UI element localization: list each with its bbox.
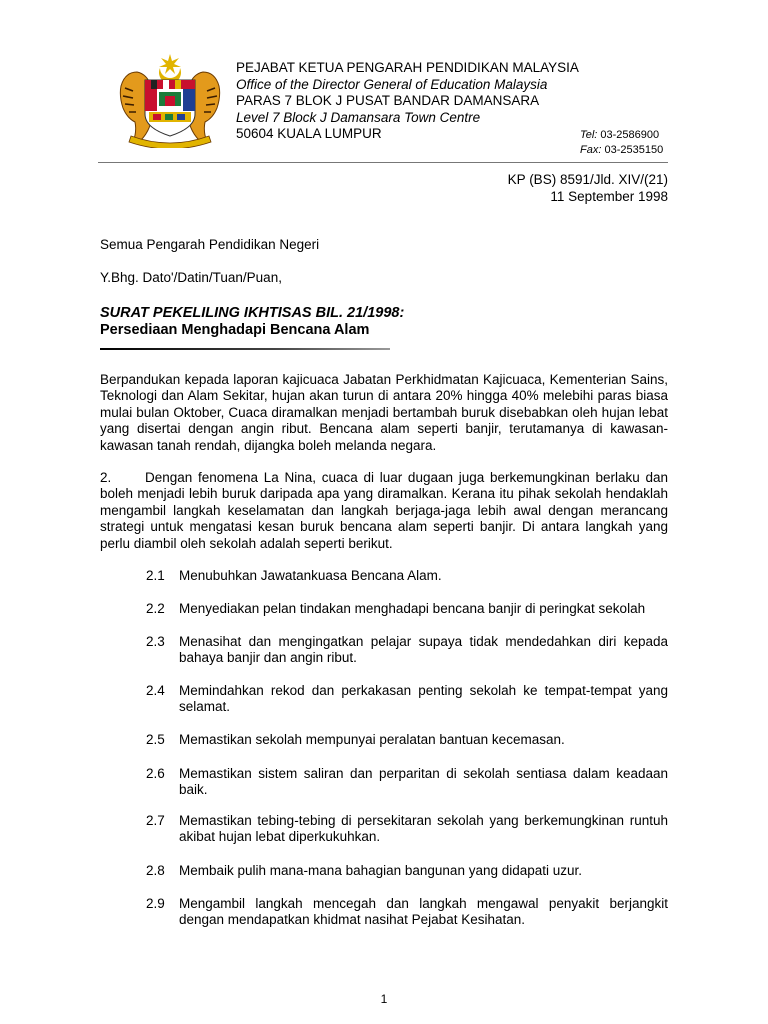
list-item-text: Menubuhkan Jawatankuasa Bencana Alam. <box>179 568 442 583</box>
reference-number: KP (BS) 8591/Jld. XIV/(21) <box>507 172 668 187</box>
tel-label: Tel: <box>580 129 598 141</box>
list-item-number: 2.6 <box>146 766 165 781</box>
letter-date: 11 September 1998 <box>550 188 668 204</box>
addressee: Semua Pengarah Pendidikan Negeri <box>100 237 320 252</box>
list-item-text: Memastikan sistem saliran dan perparitan di sekolah sentiasa dalam keadaan baik. <box>179 766 668 798</box>
list-item-number: 2.4 <box>146 683 165 698</box>
letterhead <box>236 60 579 143</box>
list-item-text: Menasihat dan mengingatkan pelajar supaya tidak mendedahkan diri kepada bahaya banjir dan angin ribut. <box>179 634 668 666</box>
letterhead-org-english: Office of the Director General of Education Malaysia <box>236 76 548 92</box>
list-item <box>146 813 668 846</box>
list-item-number: 2.7 <box>146 813 165 828</box>
list-item-text: Membaik pulih mana-mana bahagian bangunan yang didapati uzur. <box>179 863 583 878</box>
list-item <box>146 568 668 584</box>
tel-number: 03-2586900 <box>600 129 660 141</box>
paragraph-1: Berpandukan kepada laporan kajicuaca Jabatan Perkhidmatan Kajicuaca, Kementerian Sains, Teknologi dan Alam Sekitar, hujan akan turun di antara 20% hingga 40% melebihi paras biasa mulai bulan Oktober, Cuaca diramalkan menjadi bertambah buruk disebabkan oleh hujan lebat yang disertai dengan angin ribut. Bencana alam seperti banjir, terutamanya di kawasan-kawasan tanah rendah, dijangka boleh melanda negara. <box>100 372 668 453</box>
paragraph-2-number: 2. <box>100 470 112 485</box>
reference-block <box>508 172 668 205</box>
paragraph-2-text: Dengan fenomena La Nina, cuaca di luar dugaan juga berkemungkinan berlaku dan boleh menjadi lebih buruk daripada apa yang diramalkan. Kerana itu pihak sekolah hendaklah mengambil langkah keselamatan dan langkah berjaga-jaga lebih awal dengan merancang strategi untuk mengatasi kesan buruk bencana alam seperti banjir. Di antara langkah yang perlu diambil oleh sekolah adalah seperti berikut. <box>100 470 668 551</box>
list-item <box>146 896 668 929</box>
letterhead-address-malay: PARAS 7 BLOK J PUSAT BANDAR DAMANSARA <box>236 93 540 109</box>
letterhead-address-english: Level 7 Block J Damansara Town Centre <box>236 109 481 125</box>
list-item <box>146 634 668 667</box>
fax-label: Fax: <box>580 144 602 156</box>
list-item-text: Memastikan tebing-tebing di persekitaran sekolah yang berkemungkinan runtuh akibat hujan lebat diperkukuhkan. <box>179 813 668 845</box>
list-item <box>146 766 668 799</box>
list-item-number: 2.1 <box>146 568 165 583</box>
list-item <box>146 601 668 617</box>
list-item-text: Memindahkan rekod dan perkakasan penting sekolah ke tempat-tempat yang selamat. <box>179 683 668 715</box>
list-item-number: 2.9 <box>146 896 165 911</box>
list-item-number: 2.8 <box>146 863 165 878</box>
coat-of-arms-logo <box>113 52 227 148</box>
contact-block <box>580 128 663 158</box>
list-item-number: 2.3 <box>146 634 165 649</box>
list-item <box>146 863 668 879</box>
list-item <box>146 683 668 716</box>
page-number: 1 <box>380 992 388 1006</box>
fax-number: 03-2535150 <box>604 144 664 156</box>
subject-title: SURAT PEKELILING IKHTISAS BIL. 21/1998: <box>100 305 405 321</box>
list-item <box>146 732 668 748</box>
letterhead-divider <box>98 162 668 163</box>
list-item-text: Menyediakan pelan tindakan menghadapi bencana banjir di peringkat sekolah <box>179 601 646 616</box>
subject-subtitle: Persediaan Menghadapi Bencana Alam <box>100 322 370 338</box>
letterhead-org-malay: PEJABAT KETUA PENGARAH PENDIDIKAN MALAYSIA <box>236 60 579 75</box>
list-item-text: Memastikan sekolah mempunyai peralatan bantuan kecemasan. <box>179 732 565 747</box>
list-item-number: 2.2 <box>146 601 165 616</box>
paragraph-2 <box>100 470 668 552</box>
salutation: Y.Bhg. Dato'/Datin/Tuan/Puan, <box>100 270 282 285</box>
letterhead-postcode-city: 50604 KUALA LUMPUR <box>236 126 382 142</box>
list-item-text: Mengambil langkah mencegah dan langkah mengawal penyakit berjangkit dengan mendapatkan khidmat nasihat Pejabat Kesihatan. <box>179 896 668 928</box>
subject-underline <box>100 348 390 350</box>
list-item-number: 2.5 <box>146 732 165 747</box>
